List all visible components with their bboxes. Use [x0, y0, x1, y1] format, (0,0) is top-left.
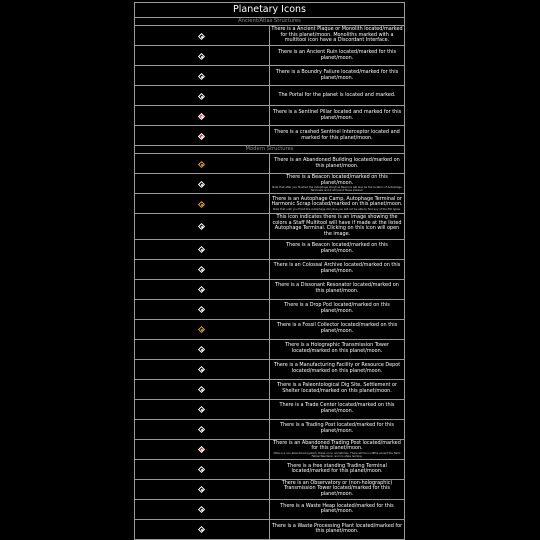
beacon-icon	[198, 246, 206, 254]
description-cell	[270, 106, 405, 126]
autophage-camp-icon	[198, 201, 206, 209]
description-text: There is a Trade Center located/marked on this planet/moon.	[279, 402, 395, 415]
section-heading: Ancient/Atlas Structures	[135, 18, 405, 26]
fossil-collector-icon	[198, 326, 206, 334]
description-text: There is a Paleontological Dig Site, Settlement or Shelter located/marked on this planet/moon.	[276, 382, 398, 395]
description-text: There is a Waste Processing Plant located/marked for this planet/moon.	[271, 522, 403, 535]
description-text: There is a Drop Pod located/marked on this planet/moon.	[284, 302, 390, 315]
description-cell	[270, 339, 405, 359]
section-heading: Modern Structures	[135, 146, 405, 154]
description-text: There is an Abandoned Trading Post located/marked for this planet/moon.	[273, 439, 401, 452]
table-row	[135, 479, 405, 499]
table-row	[135, 419, 405, 439]
description-cell	[270, 46, 405, 66]
trading-terminal-icon	[198, 466, 206, 474]
icon-cell	[135, 459, 270, 479]
description-cell	[270, 519, 405, 539]
icon-cell	[135, 479, 270, 499]
description-text: There is an Autophage Camp, Autophage Terminal or Harmonic Scrap located/marked on this planet/moon.	[271, 195, 403, 208]
staff-multitool-icon[interactable]	[198, 223, 206, 231]
description-text: There is a crashed Sentinel Interceptor located and marked for this planet/moon.	[274, 128, 400, 141]
description-text: There is a Ancient Plaque or Monolith located/marked for this planet/moon. Monoliths marked with a multitool icon have a Discordant Interface.	[271, 26, 403, 44]
description-cell	[270, 499, 405, 519]
description-cell	[270, 66, 405, 86]
sentinel-interceptor-icon	[198, 133, 206, 141]
icon-cell	[135, 299, 270, 319]
description-cell	[270, 459, 405, 479]
icon-cell	[135, 26, 270, 46]
description-text: This icon indicates there is an image showing the colors a Staff Multitool will have if made at the listed Autophage Terminal. Clicking on this icon will open the image.	[272, 214, 402, 237]
table-row	[135, 299, 405, 319]
trading-post-icon	[198, 426, 206, 434]
description-text: There is a Holographic Transmission Tower located/marked on this planet/moon.	[285, 342, 389, 355]
description-text: There is an Colossal Archive located/marked on this planet/moon.	[273, 262, 401, 275]
table-row	[135, 214, 405, 239]
description-cell	[270, 239, 405, 259]
description-cell	[270, 359, 405, 379]
table-row	[135, 106, 405, 126]
description-cell	[270, 439, 405, 459]
icon-cell	[135, 439, 270, 459]
description-cell	[270, 86, 405, 106]
abandoned-trading-post-icon	[198, 446, 206, 454]
icon-cell	[135, 194, 270, 214]
monolith-icon	[198, 33, 206, 41]
description-text: The Portal for the planet is located and marked.	[278, 91, 396, 98]
waste-heap-icon	[198, 506, 206, 514]
icon-cell	[135, 214, 270, 239]
dissonant-resonator-icon	[198, 286, 206, 294]
observatory-icon	[198, 486, 206, 494]
table-row	[135, 499, 405, 519]
icon-cell	[135, 499, 270, 519]
table-row	[135, 399, 405, 419]
description-cell	[270, 479, 405, 499]
icon-cell	[135, 279, 270, 299]
description-cell	[270, 154, 405, 174]
icon-cell	[135, 106, 270, 126]
icon-cell	[135, 154, 270, 174]
description-text: There is a Sentinel Pillar located and marked for this planet/moon.	[272, 108, 402, 121]
table-row	[135, 439, 405, 459]
table-row	[135, 459, 405, 479]
table-row	[135, 86, 405, 106]
icon-cell	[135, 339, 270, 359]
icon-cell	[135, 399, 270, 419]
description-cell	[270, 279, 405, 299]
colossal-archive-icon	[198, 266, 206, 274]
description-text: There is a Waste Heap located/marked for this planet/moon.	[280, 502, 394, 515]
holographic-tower-icon	[198, 346, 206, 354]
table-row	[135, 154, 405, 174]
description-text: There is a Fossil Collector located/marked on this planet/moon.	[276, 322, 398, 335]
table-row	[135, 339, 405, 359]
waste-processing-icon	[198, 526, 206, 534]
icon-cell	[135, 86, 270, 106]
planetary-icons-table	[134, 2, 405, 540]
table-row	[135, 519, 405, 539]
description-cell	[270, 399, 405, 419]
table-row	[135, 194, 405, 214]
beacon-icon	[198, 181, 206, 189]
icon-cell	[135, 419, 270, 439]
ancient-ruin-icon	[198, 53, 206, 61]
description-text: There is a free standing Trading Terminal located/marked for this planet/moon.	[287, 462, 387, 475]
table-row	[135, 359, 405, 379]
description-cell	[270, 259, 405, 279]
description-text: There is a Manufacturing Facility or Resource Depot located/marked on this planet/moon.	[273, 362, 401, 375]
table-row	[135, 126, 405, 146]
description-note: Note is a non-abandoned system, these occur sometimes. There will be no NPCs except the Hello Fellow Wanderer, and no ships landing.	[273, 451, 401, 458]
icon-cell	[135, 46, 270, 66]
section-row	[135, 18, 405, 26]
description-cell	[270, 299, 405, 319]
description-cell	[270, 319, 405, 339]
table-row	[135, 26, 405, 46]
description-cell	[270, 419, 405, 439]
description-text: There is an Abandoned Building located/marked on this planet/moon.	[274, 156, 400, 169]
description-text: There is a Dissonant Resonator located/marked on this planet/moon.	[275, 282, 399, 295]
table-row	[135, 174, 405, 194]
description-text: There is a Beacon located/marked on this planet/moon.	[286, 242, 388, 255]
planetary-icons-table-wrap	[134, 2, 405, 540]
icon-cell	[135, 259, 270, 279]
icon-cell	[135, 519, 270, 539]
title-row	[135, 3, 405, 18]
icon-cell	[135, 319, 270, 339]
dig-site-icon	[198, 386, 206, 394]
description-cell	[270, 214, 405, 239]
drop-pod-icon	[198, 306, 206, 314]
table-row	[135, 319, 405, 339]
icon-cell	[135, 66, 270, 86]
icon-cell	[135, 239, 270, 259]
table-row	[135, 259, 405, 279]
icon-cell	[135, 174, 270, 194]
abandoned-building-icon	[198, 161, 206, 169]
table-row	[135, 379, 405, 399]
description-text: There is a Beacon located/marked on this planet/moon.	[286, 174, 388, 186]
page-title: Planetary Icons	[135, 3, 405, 18]
table-body	[135, 3, 405, 540]
section-row	[135, 146, 405, 154]
description-text: There is a Trading Post located/marked for this planet/moon.	[280, 422, 394, 435]
description-cell	[270, 194, 405, 214]
description-note: Note that after you finished the Autophage storyline Beacons will also be the location of Autophage Terminals and it will point those instead.	[272, 186, 402, 193]
sentinel-pillar-icon	[198, 113, 206, 121]
description-cell	[270, 126, 405, 146]
icon-cell	[135, 359, 270, 379]
table-row	[135, 279, 405, 299]
trade-center-icon	[198, 406, 206, 414]
description-text: There is an Ancient Ruin located/marked for this planet/moon.	[277, 48, 397, 61]
table-row	[135, 66, 405, 86]
description-note: Note that until you finish the Autophage storyline you will not be able to find any of the POI types.	[273, 207, 401, 211]
description-cell	[270, 26, 405, 46]
table-row	[135, 239, 405, 259]
description-cell	[270, 379, 405, 399]
portal-icon	[198, 93, 206, 101]
boundary-failure-icon	[198, 73, 206, 81]
manufacturing-facility-icon	[198, 366, 206, 374]
table-row	[135, 46, 405, 66]
description-text: There is an Observatory or (non-holographic) Transmission Tower located/marked for this planet/moon.	[281, 479, 393, 498]
description-text: There is a Boundry Failure located/marked for this planet/moon.	[275, 68, 399, 81]
icon-cell	[135, 379, 270, 399]
icon-cell	[135, 126, 270, 146]
description-cell	[270, 174, 405, 194]
